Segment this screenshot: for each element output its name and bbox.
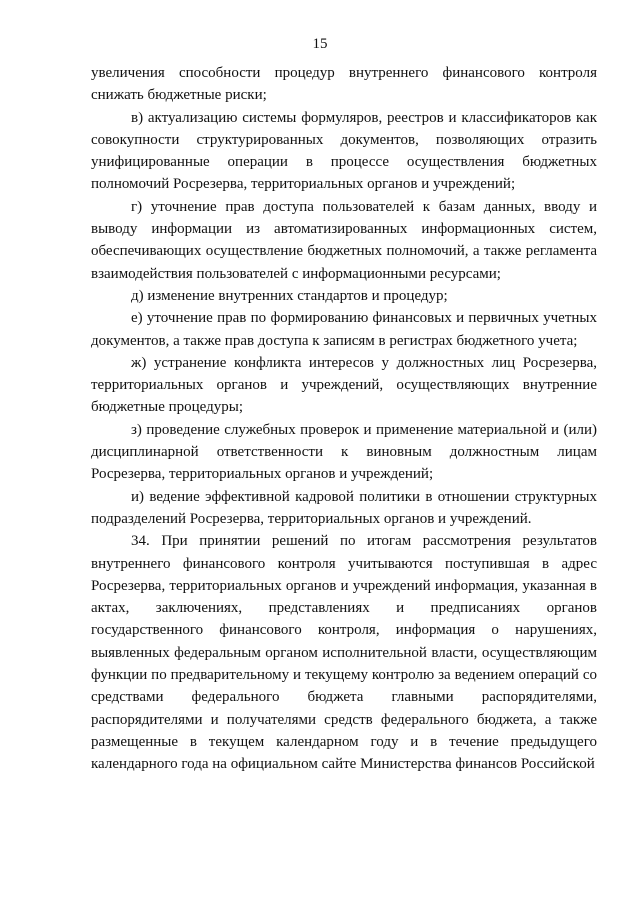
paragraph-clause-34: 34. При принятии решений по итогам рассмотрения результатов внутреннего финансового контроля учитываются поступившая в адрес Росрезерва, территориальных органов и учреждений информация, указанная в актах, заключениях, представлениях и предписаниях органов государственного финансового контроля, информация о нарушениях, выявленных федеральным органом исполнительной власти, осуществляющим функции по предварительному и текущему контролю за ведением операций со средствами федерального бюджета главными распорядителями, распорядителями и получателями средств федерального бюджета, а также размещенные в текущем календарном году и в течение предыдущего календарного года на официальном сайте Министерства финансов Российской xyxy=(91,533,597,773)
paragraph-item-d: д) изменение внутренних стандартов и процедур; xyxy=(131,287,448,304)
page-number: 15 xyxy=(312,36,328,52)
paragraph-item-v: в) актуализацию системы формуляров, реестров и классификаторов как совокупности структурированных документов, позволяющих отразить унифицированные операции в процессе осуществления бюджетных полномочий Росрезерва, территориальных органов и учреждений; xyxy=(91,109,597,193)
paragraph-item-zh: ж) устранение конфликта интересов у должностных лиц Росрезерва, территориальных органов и учреждений, осуществляющих внутренние бюджетные процедуры; xyxy=(91,354,597,416)
paragraph-continuation: увеличения способности процедур внутреннего финансового контроля снижать бюджетные риски; xyxy=(91,65,597,104)
paragraph-item-i: и) ведение эффективной кадровой политики в отношении структурных подразделений Росрезерва, территориальных органов и учреждений. xyxy=(91,488,597,527)
paragraph-item-e: е) уточнение прав по формированию финансовых и первичных учетных документов, а также прав доступа к записям в регистрах бюджетного учета; xyxy=(91,310,597,349)
document-body xyxy=(91,62,597,776)
paragraph-item-g: г) уточнение прав доступа пользователей к базам данных, вводу и выводу информации из автоматизированных информационных систем, обеспечивающих осуществление бюджетных полномочий, а также регламента взаимодействия пользователей с информационными ресурсами; xyxy=(91,198,597,282)
paragraph-item-z: з) проведение служебных проверок и применение материальной и (или) дисциплинарной ответственности к виновным должностным лицам Росрезерва, территориальных органов и учреждений; xyxy=(91,421,597,483)
